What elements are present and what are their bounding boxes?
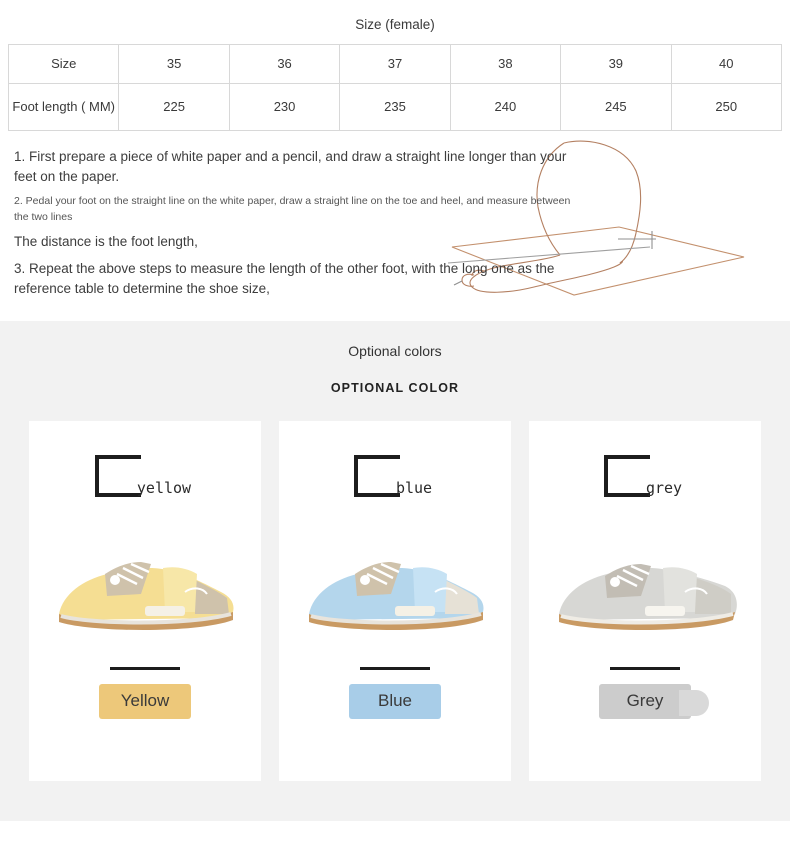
foot-length-cell: 230 bbox=[229, 84, 339, 131]
row-label-foot-length: Foot length ( MM) bbox=[9, 84, 119, 131]
foot-length-cell: 245 bbox=[561, 84, 671, 131]
table-title-row bbox=[9, 8, 782, 45]
row-label-size: Size bbox=[9, 45, 119, 84]
size-chart-title: Size (female) bbox=[9, 8, 782, 45]
measurement-instructions-section bbox=[0, 131, 790, 321]
bracket-frame-icon bbox=[604, 455, 650, 497]
swatch-yellow[interactable] bbox=[99, 684, 191, 719]
shoe-image-area bbox=[529, 507, 761, 657]
color-card-yellow[interactable] bbox=[29, 421, 261, 781]
size-cell: 37 bbox=[340, 45, 450, 84]
foot-length-cell: 240 bbox=[450, 84, 560, 131]
instruction-step-2: 2. Pedal your foot on the straight line on the white paper, draw a straight line on the toe and heel, and measure between the two lines bbox=[14, 195, 571, 224]
swatch-label: Blue bbox=[377, 691, 413, 711]
foot-length-cell: 250 bbox=[671, 84, 781, 131]
instructions-text-block bbox=[14, 147, 574, 298]
foot-length-cell: 235 bbox=[340, 84, 450, 131]
bracket-row bbox=[279, 445, 511, 507]
bracket-frame-icon bbox=[95, 455, 141, 497]
instruction-step-2-continued: The distance is the foot length, bbox=[14, 233, 198, 249]
instruction-step-3: 3. Repeat the above steps to measure the length of the other foot, with the long one as the reference table to determine the shoe size, bbox=[14, 261, 555, 296]
size-cell: 39 bbox=[561, 45, 671, 84]
shoe-image-area bbox=[279, 507, 511, 657]
optional-colors-title: Optional colors bbox=[348, 343, 442, 360]
shoe-image-area bbox=[29, 507, 261, 657]
optional-colors-subtitle: OPTIONAL COLOR bbox=[330, 381, 460, 396]
size-cell: 36 bbox=[229, 45, 339, 84]
table-row bbox=[9, 84, 782, 131]
size-cell: 40 bbox=[671, 45, 781, 84]
bracket-label: grey bbox=[645, 479, 683, 498]
size-chart-table bbox=[8, 8, 782, 131]
foot-length-cell: 225 bbox=[119, 84, 229, 131]
size-chart-section bbox=[0, 0, 790, 131]
optional-colors-section bbox=[0, 321, 790, 821]
size-cell: 38 bbox=[450, 45, 560, 84]
swatch-label: Grey bbox=[626, 691, 664, 711]
color-card-blue[interactable] bbox=[279, 421, 511, 781]
divider-rule bbox=[610, 667, 680, 670]
instruction-step-1: 1. First prepare a piece of white paper and a pencil, and draw a straight line longer than your feet on the paper. bbox=[14, 149, 567, 184]
yellow-sneaker-icon bbox=[45, 522, 245, 642]
blue-sneaker-icon bbox=[295, 522, 495, 642]
divider-rule bbox=[360, 667, 430, 670]
color-cards-row bbox=[0, 421, 790, 781]
color-card-grey[interactable] bbox=[529, 421, 761, 781]
bracket-row bbox=[529, 445, 761, 507]
swatch-label: Yellow bbox=[120, 691, 170, 711]
grey-sneaker-icon bbox=[545, 522, 745, 642]
size-cell: 35 bbox=[119, 45, 229, 84]
swatch-blue[interactable] bbox=[349, 684, 441, 719]
bracket-label: blue bbox=[395, 479, 433, 498]
bracket-label: yellow bbox=[136, 479, 192, 498]
divider-rule bbox=[110, 667, 180, 670]
bracket-row bbox=[29, 445, 261, 507]
swatch-grey[interactable] bbox=[599, 684, 691, 719]
table-row bbox=[9, 45, 782, 84]
bracket-frame-icon bbox=[354, 455, 400, 497]
